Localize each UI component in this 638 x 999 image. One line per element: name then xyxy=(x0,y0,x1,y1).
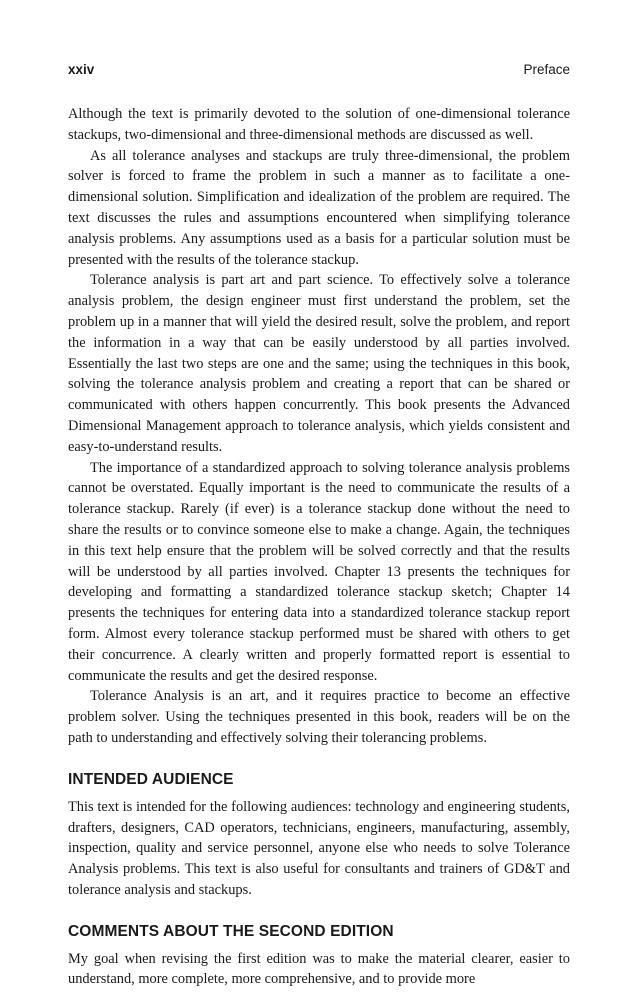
running-title: Preface xyxy=(523,62,570,77)
paragraph: The importance of a standardized approach to solving tolerance analysis problems cannot be overstated. Equally important is the need to communicate the results of a tolerance stackup. Rarely (if ever) is a tolerance stackup done without the need to share the results or to convince someone else to make a change. Again, the techniques in this text help ensure that the problem will be solved correctly and that the results will be understood by all parties involved. Chapter 13 presents the techniques for developing and formatting a standardized tolerance stackup sketch; Chapter 14 presents the techniques for entering data into a standardized tolerance stackup report form. Almost every tolerance stackup performed must be shared with others to get their concurrence. A clearly written and properly formatted report is essential to communicate the results and get the desired response. xyxy=(68,459,570,684)
document-page xyxy=(68,62,570,990)
paragraph: Although the text is primarily devoted to the solution of one-dimensional tolerance stackups, two-dimensional and three-dimensional methods are discussed as well. xyxy=(68,106,570,143)
section-heading-intended-audience: INTENDED AUDIENCE xyxy=(68,770,234,788)
page-number: xxiv xyxy=(68,62,95,77)
paragraph: As all tolerance analyses and stackups are truly three-dimensional, the problem solver is forced to frame the problem in such a manner as to facilitate a one-dimensional solution. Simplification and idealization of the problem are required. The text discusses the rules and assumptions encountered when simplifying tolerance analysis problems. Any assumptions used as a basis for a particular solution must be presented with the results of the tolerance stackup. xyxy=(68,147,570,268)
running-head xyxy=(68,62,570,84)
paragraph: Tolerance analysis is part art and part science. To effectively solve a tolerance analysis problem, the design engineer must first understand the problem, set the problem up in a manner that will yield the desired result, solve the problem, and report the information in a way that can be easily understood by all parties involved. Essentially the last two steps are one and the same; using the techniques in this book, solving the tolerance analysis problem and creating a report that can be shared or communicated with others happen concurrently. This book presents the Advanced Dimensional Management approach to tolerance analysis, which yields consistent and easy-to-understand results. xyxy=(68,272,570,455)
paragraph: My goal when revising the first edition was to make the material clearer, easier to understand, more complete, more comprehensive, and to provide more xyxy=(68,950,570,988)
body-text xyxy=(68,104,570,990)
section-heading-second-edition: COMMENTS ABOUT THE SECOND EDITION xyxy=(68,922,394,940)
paragraph: Tolerance Analysis is an art, and it requires practice to become an effective problem solver. Using the techniques presented in this book, readers will be on the path to understanding and effectively solving their tolerancing problems. xyxy=(68,688,570,746)
paragraph: This text is intended for the following audiences: technology and engineering students, drafters, designers, CAD operators, technicians, engineers, manufacturing, assembly, inspection, quality and service personnel, anyone else who needs to solve Tolerance Analysis problems. This text is also useful for consultants and trainers of GD&T and tolerance analysis and stackups. xyxy=(68,798,570,898)
